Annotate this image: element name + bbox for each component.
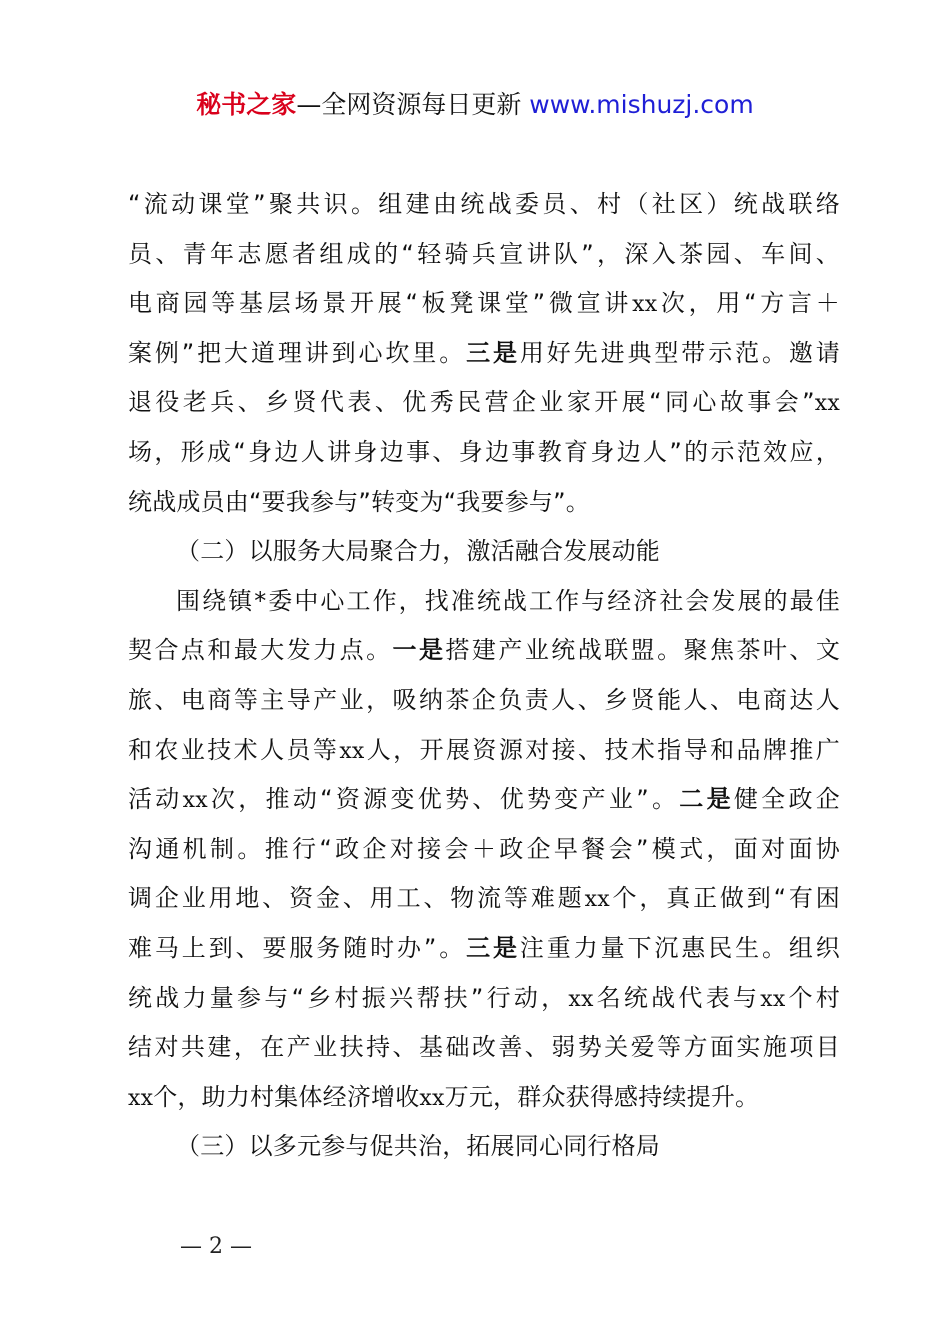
paragraph-line <box>128 825 840 875</box>
text-run: 电商园等基层场景开展“板凳课堂”微宣讲 <box>128 289 633 318</box>
text-run: 旅、电商等主导产业，吸纳茶企负责人、乡贤能人、电商达人 <box>128 685 840 714</box>
paragraph-line <box>128 775 840 825</box>
text-run: 次，用“方言＋ <box>657 289 840 318</box>
paragraph-line <box>128 378 840 428</box>
text-run: 个，助力村集体经济增收 <box>153 1082 420 1111</box>
placeholder-number: xx <box>182 788 208 814</box>
section-heading-2: （二）以服务大局聚合力，激活融合发展动能 <box>176 537 660 566</box>
text-run: 难马上到、要服务随时办”。 <box>128 933 467 962</box>
text-run: “流动课堂”聚共识。组建由统战委员、村（社区）统战联络 <box>128 190 840 218</box>
placeholder-number: xx <box>568 986 594 1012</box>
text-run: 次，推动“资源变优势、优势变产业”。 <box>207 785 680 814</box>
header-tagline: —全网资源每日更新 <box>296 90 522 119</box>
bold-lead: 三是 <box>466 933 520 962</box>
paragraph-line <box>128 974 840 1024</box>
paragraph-line <box>128 279 840 329</box>
text-run: 注重力量下沉惠民生。组织 <box>519 933 840 962</box>
placeholder-number: xx <box>814 391 840 417</box>
paragraph-line <box>128 478 840 528</box>
text-run: 万元，群众获得感持续提升。 <box>444 1082 760 1111</box>
text-run: 调企业用地、资金、用工、物流等难题 <box>128 884 585 913</box>
paragraph-line <box>128 428 840 478</box>
paragraph-line <box>128 924 840 974</box>
text-run: 退役老兵、乡贤代表、优秀民营企业家开展“同心故事会” <box>128 388 815 417</box>
paragraph-line <box>128 230 840 280</box>
text-run: 个村 <box>785 983 840 1012</box>
text-run: 活动 <box>128 785 183 814</box>
text-run: 和农业技术人员等 <box>128 735 340 764</box>
text-run: 统战成员由“要我参与”转变为“我要参与”。 <box>128 487 590 516</box>
text-run: 健全政企 <box>733 785 840 814</box>
text-run: 契合点和最大发力点。 <box>128 636 393 665</box>
paragraph-line <box>128 676 840 726</box>
page-number: — 2 — <box>180 1234 252 1259</box>
paragraph-line <box>128 626 840 676</box>
placeholder-number: xx <box>339 738 365 764</box>
paragraph-line <box>128 1073 840 1123</box>
text-run: 围绕镇*委中心工作，找准统战工作与经济社会发展的最佳 <box>176 586 840 615</box>
site-url-link[interactable]: www.mishuzj.com <box>529 90 754 119</box>
paragraph-line <box>128 577 840 627</box>
text-run: 个，真正做到“有困 <box>609 884 840 913</box>
text-run: 用好先进典型带示范。邀请 <box>519 338 840 367</box>
brand-name: 秘书之家 <box>196 90 297 119</box>
paragraph-line <box>128 1023 840 1073</box>
placeholder-number: xx <box>584 887 610 913</box>
text-run: 搭建产业统战联盟。聚焦茶叶、文 <box>445 636 841 665</box>
placeholder-number: xx <box>419 1085 445 1111</box>
paragraph-line <box>128 726 840 776</box>
text-run: 统战力量参与“乡村振兴帮扶”行动， <box>128 983 569 1012</box>
bold-lead: 二是 <box>679 785 734 814</box>
text-run: 案例”把大道理讲到心坎里。 <box>128 338 467 367</box>
paragraph-line <box>128 329 840 379</box>
placeholder-number: xx <box>128 1085 154 1111</box>
bold-lead: 一是 <box>392 636 446 665</box>
placeholder-number: xx <box>632 292 658 318</box>
text-run: 名统战代表与 <box>593 983 761 1012</box>
placeholder-number: xx <box>760 986 786 1012</box>
paragraph-line <box>128 180 840 230</box>
text-run: 沟通机制。推行“政企对接会＋政企早餐会”模式，面对面协 <box>128 834 840 863</box>
text-run: 人，开展资源对接、技术指导和品牌推广 <box>364 735 840 764</box>
document-body <box>128 180 840 1172</box>
section-heading-3: （三）以多元参与促共治，拓展同心同行格局 <box>176 1132 660 1161</box>
text-run: 员、青年志愿者组成的“轻骑兵宣讲队”，深入茶园、车间、 <box>128 239 840 268</box>
text-run: 结对共建，在产业扶持、基础改善、弱势关爱等方面实施项目 <box>128 1033 840 1062</box>
bold-lead: 三是 <box>466 338 520 367</box>
paragraph-line <box>128 874 840 924</box>
site-header <box>0 88 950 122</box>
text-run: 场，形成“身边人讲身边事、身边事教育身边人”的示范效应， <box>128 437 840 466</box>
